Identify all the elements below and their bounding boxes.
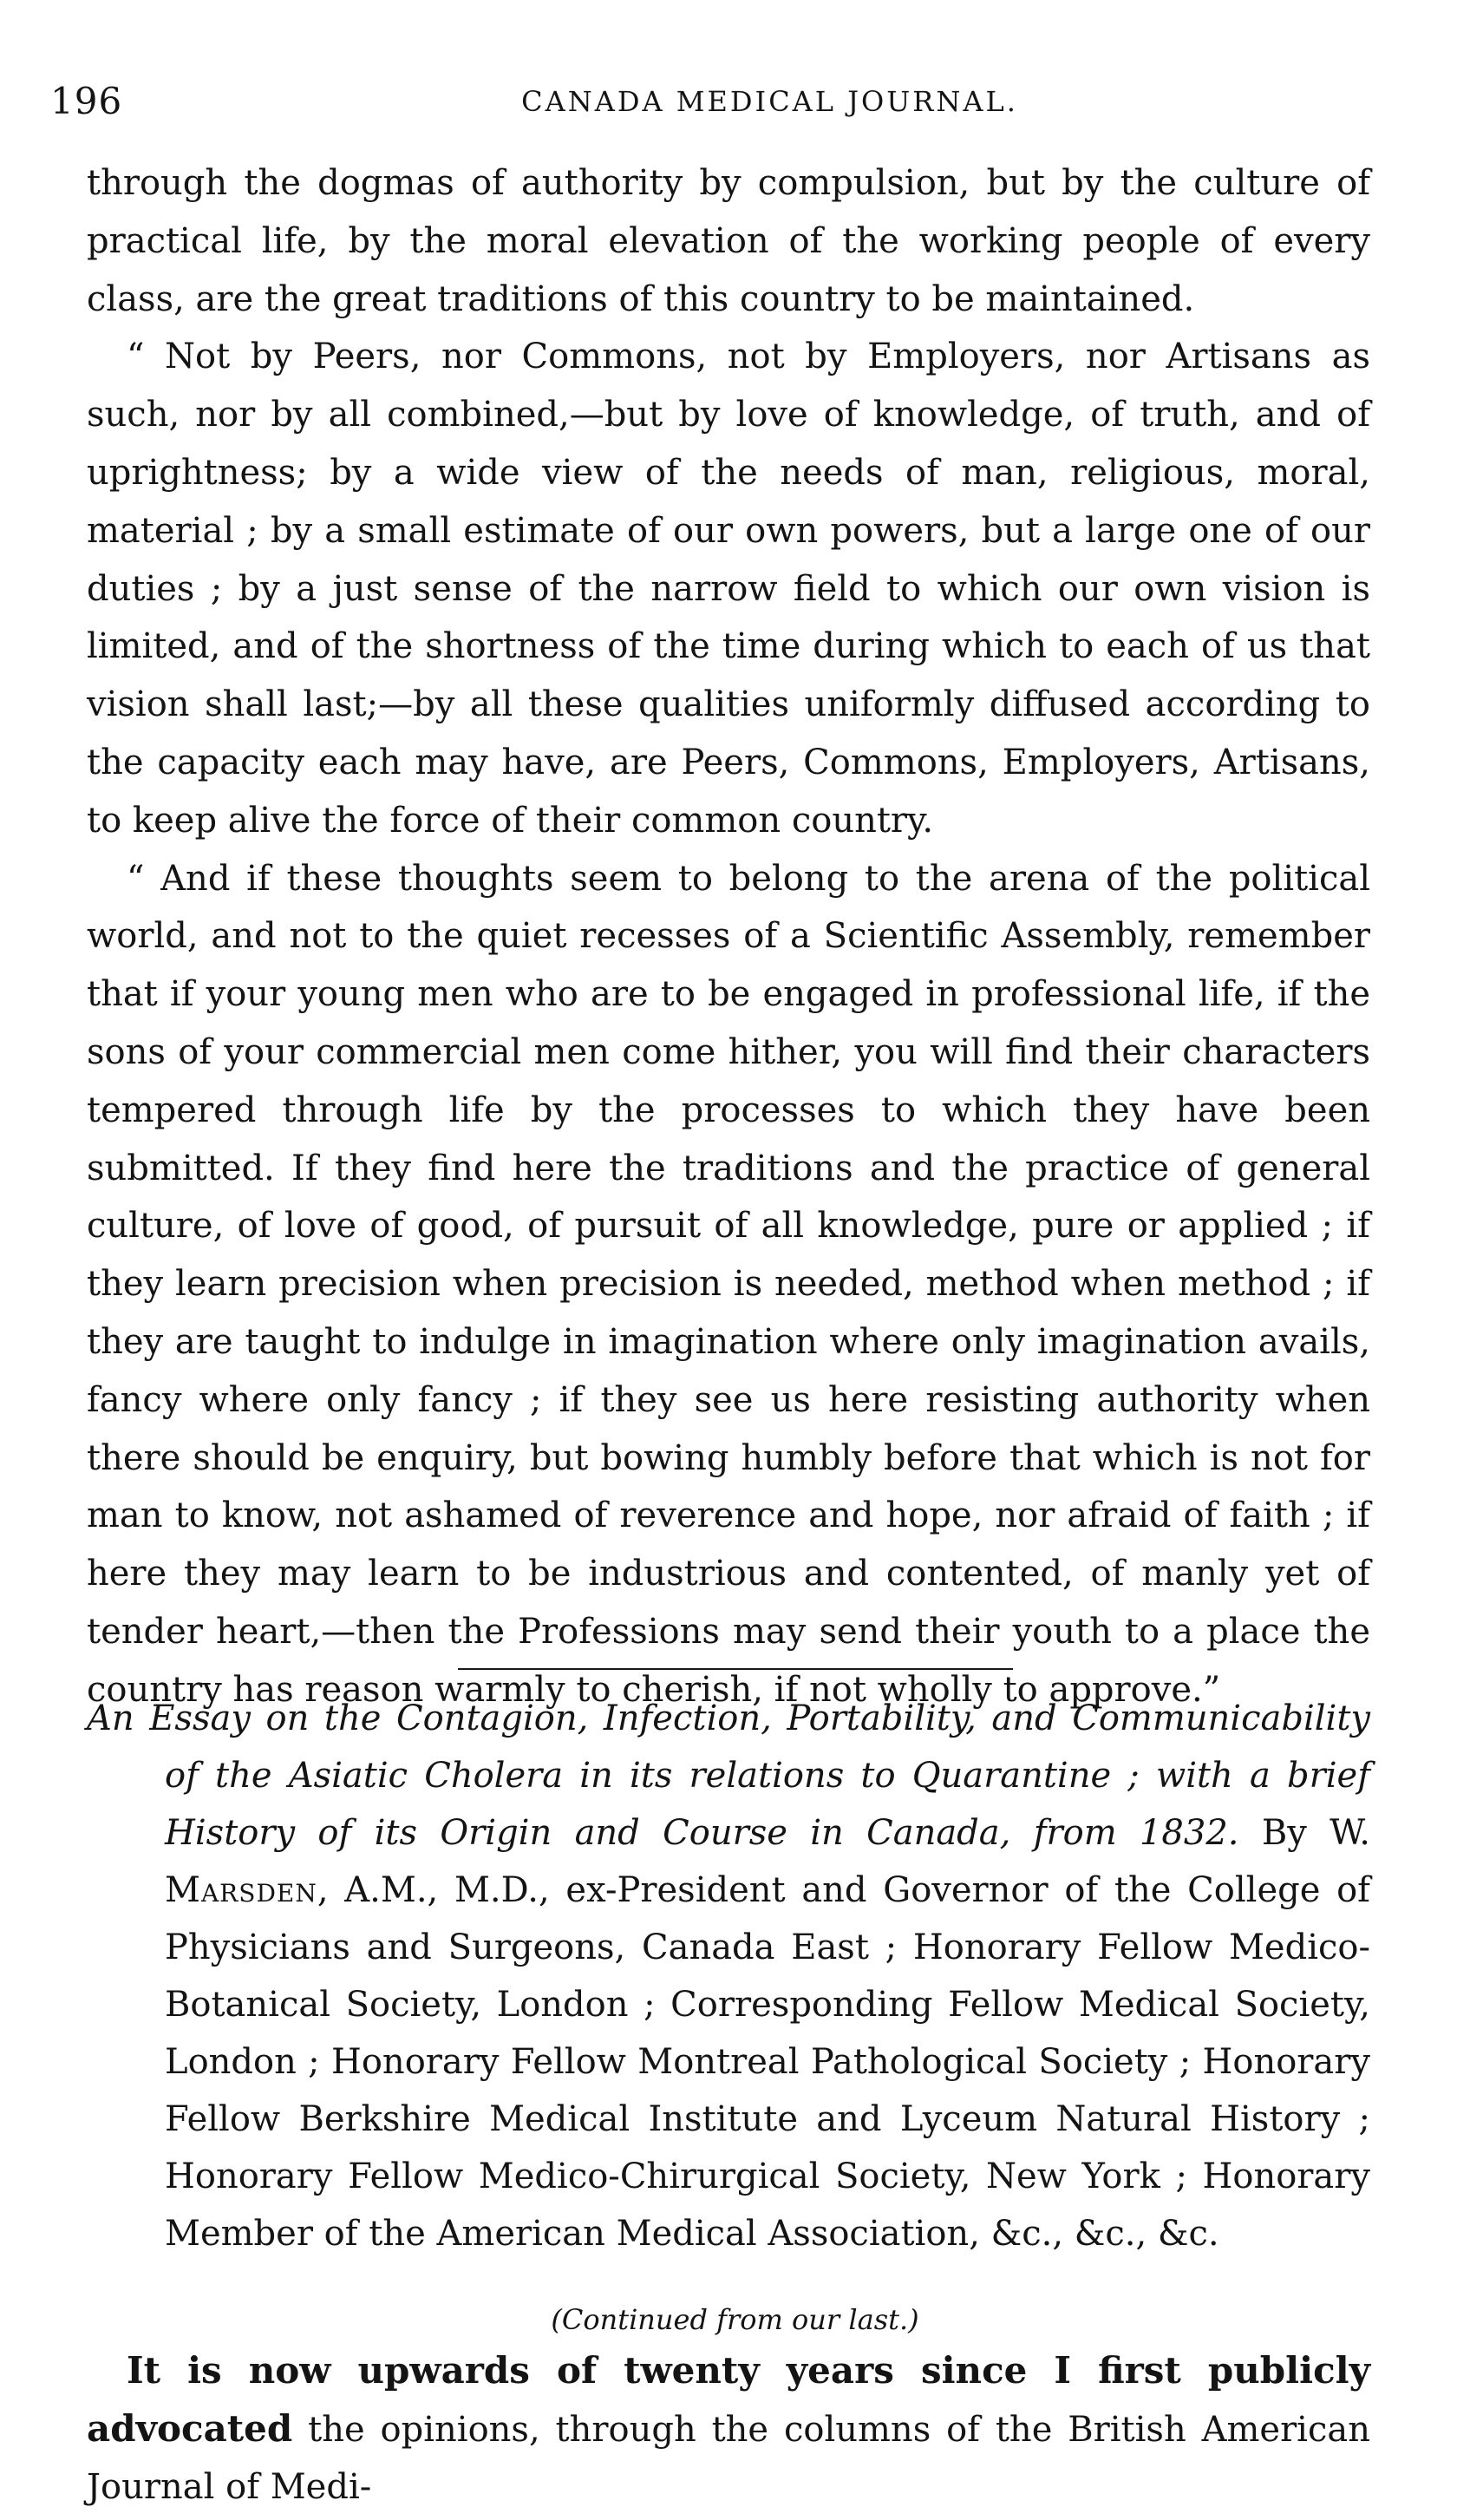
- book-review-heading: [87, 1690, 1370, 2262]
- continued-note: (Continued from our last.): [551, 2303, 919, 2336]
- author-by: By W.: [1261, 1813, 1370, 1853]
- review-opening-paragraph: [87, 2342, 1370, 2516]
- author-credentials: , A.M., M.D., ex-President and Governor of the College of Physicians and Surgeons, Canada East ; Honorary Fellow Medico-Botanical Society, London ; Corresponding Fellow Medical Society, London ; Honorary Fellow Montreal Pathological Society ; Honorary Fellow Berkshire Medical Institute and Lyceum Natural History ; Honorary Fellow Medico-Chirurgical Society, New York ; Honorary Member of the American Medical Association, &c., &c., &c.: [165, 1870, 1370, 2254]
- page-number: 196: [50, 80, 123, 122]
- section-divider: [458, 1668, 1013, 1670]
- article-body: [87, 154, 1370, 1719]
- book-title: An Essay on the Contagion, Infection, Portability, and Communicability of the Asiatic Cholera in its relations to Quarantine ; with a brief History of its Origin and Course in Canada, from 1832.: [87, 1699, 1370, 1853]
- journal-title: CANADA MEDICAL JOURNAL.: [521, 85, 1018, 118]
- paragraph-continuation: through the dogmas of authority by compulsion, but by the culture of practical life, by the moral elevation of the working people of every class, are the great traditions of this country to be maintained.: [87, 163, 1370, 319]
- paragraph-quote-political: “ And if these thoughts seem to belong to the arena of the political world, and not to the quiet recesses of a Scientific Assembly, remember that if your young men who are to be engaged in professional life, if the sons of your commercial men come hither, you will find their characters tempered through life by the processes to which they have been submitted. If they find here the traditions and the practice of general culture, of love of good, of pursuit of all knowledge, pure or applied ; if they learn precision when precision is needed, method when method ; if they are taught to indulge in imagination where only imagination avails, fancy where only fancy ; if they see us here resisting authority when there should be enquiry, but bowing humbly before that which is not for man to know, not ashamed of reverence and hope, nor afraid of faith ; if here they may learn to be industrious and contented, of manly yet of tender heart,—then the Professions may send their youth to a place the country has reason warmly to cherish, if not wholly to approve.”: [87, 858, 1370, 1710]
- paragraph-quote-peers: “ Not by Peers, nor Commons, not by Employers, nor Artisans as such, nor by all combined,—but by love of knowledge, of truth, and of uprightness; by a wide view of the needs of man, religious, moral, material ; by a small estimate of our own powers, but a large one of our duties ; by a just sense of the narrow field to which our own vision is limited, and of the shortness of the time during which to each of us that vision shall last;—by all these qualities uniformly diffused according to the capacity each may have, are Peers, Commons, Employers, Artisans, to keep alive the force of their common country.: [87, 337, 1370, 841]
- opening-lead: It is now upwards of twenty years since I first publicly advocated: [87, 2349, 1370, 2450]
- opening-rest: the opinions, through the columns of the British American Journal of Medi-: [87, 2410, 1370, 2507]
- running-head: [0, 80, 1470, 132]
- author-name: Marsden: [165, 1870, 317, 1910]
